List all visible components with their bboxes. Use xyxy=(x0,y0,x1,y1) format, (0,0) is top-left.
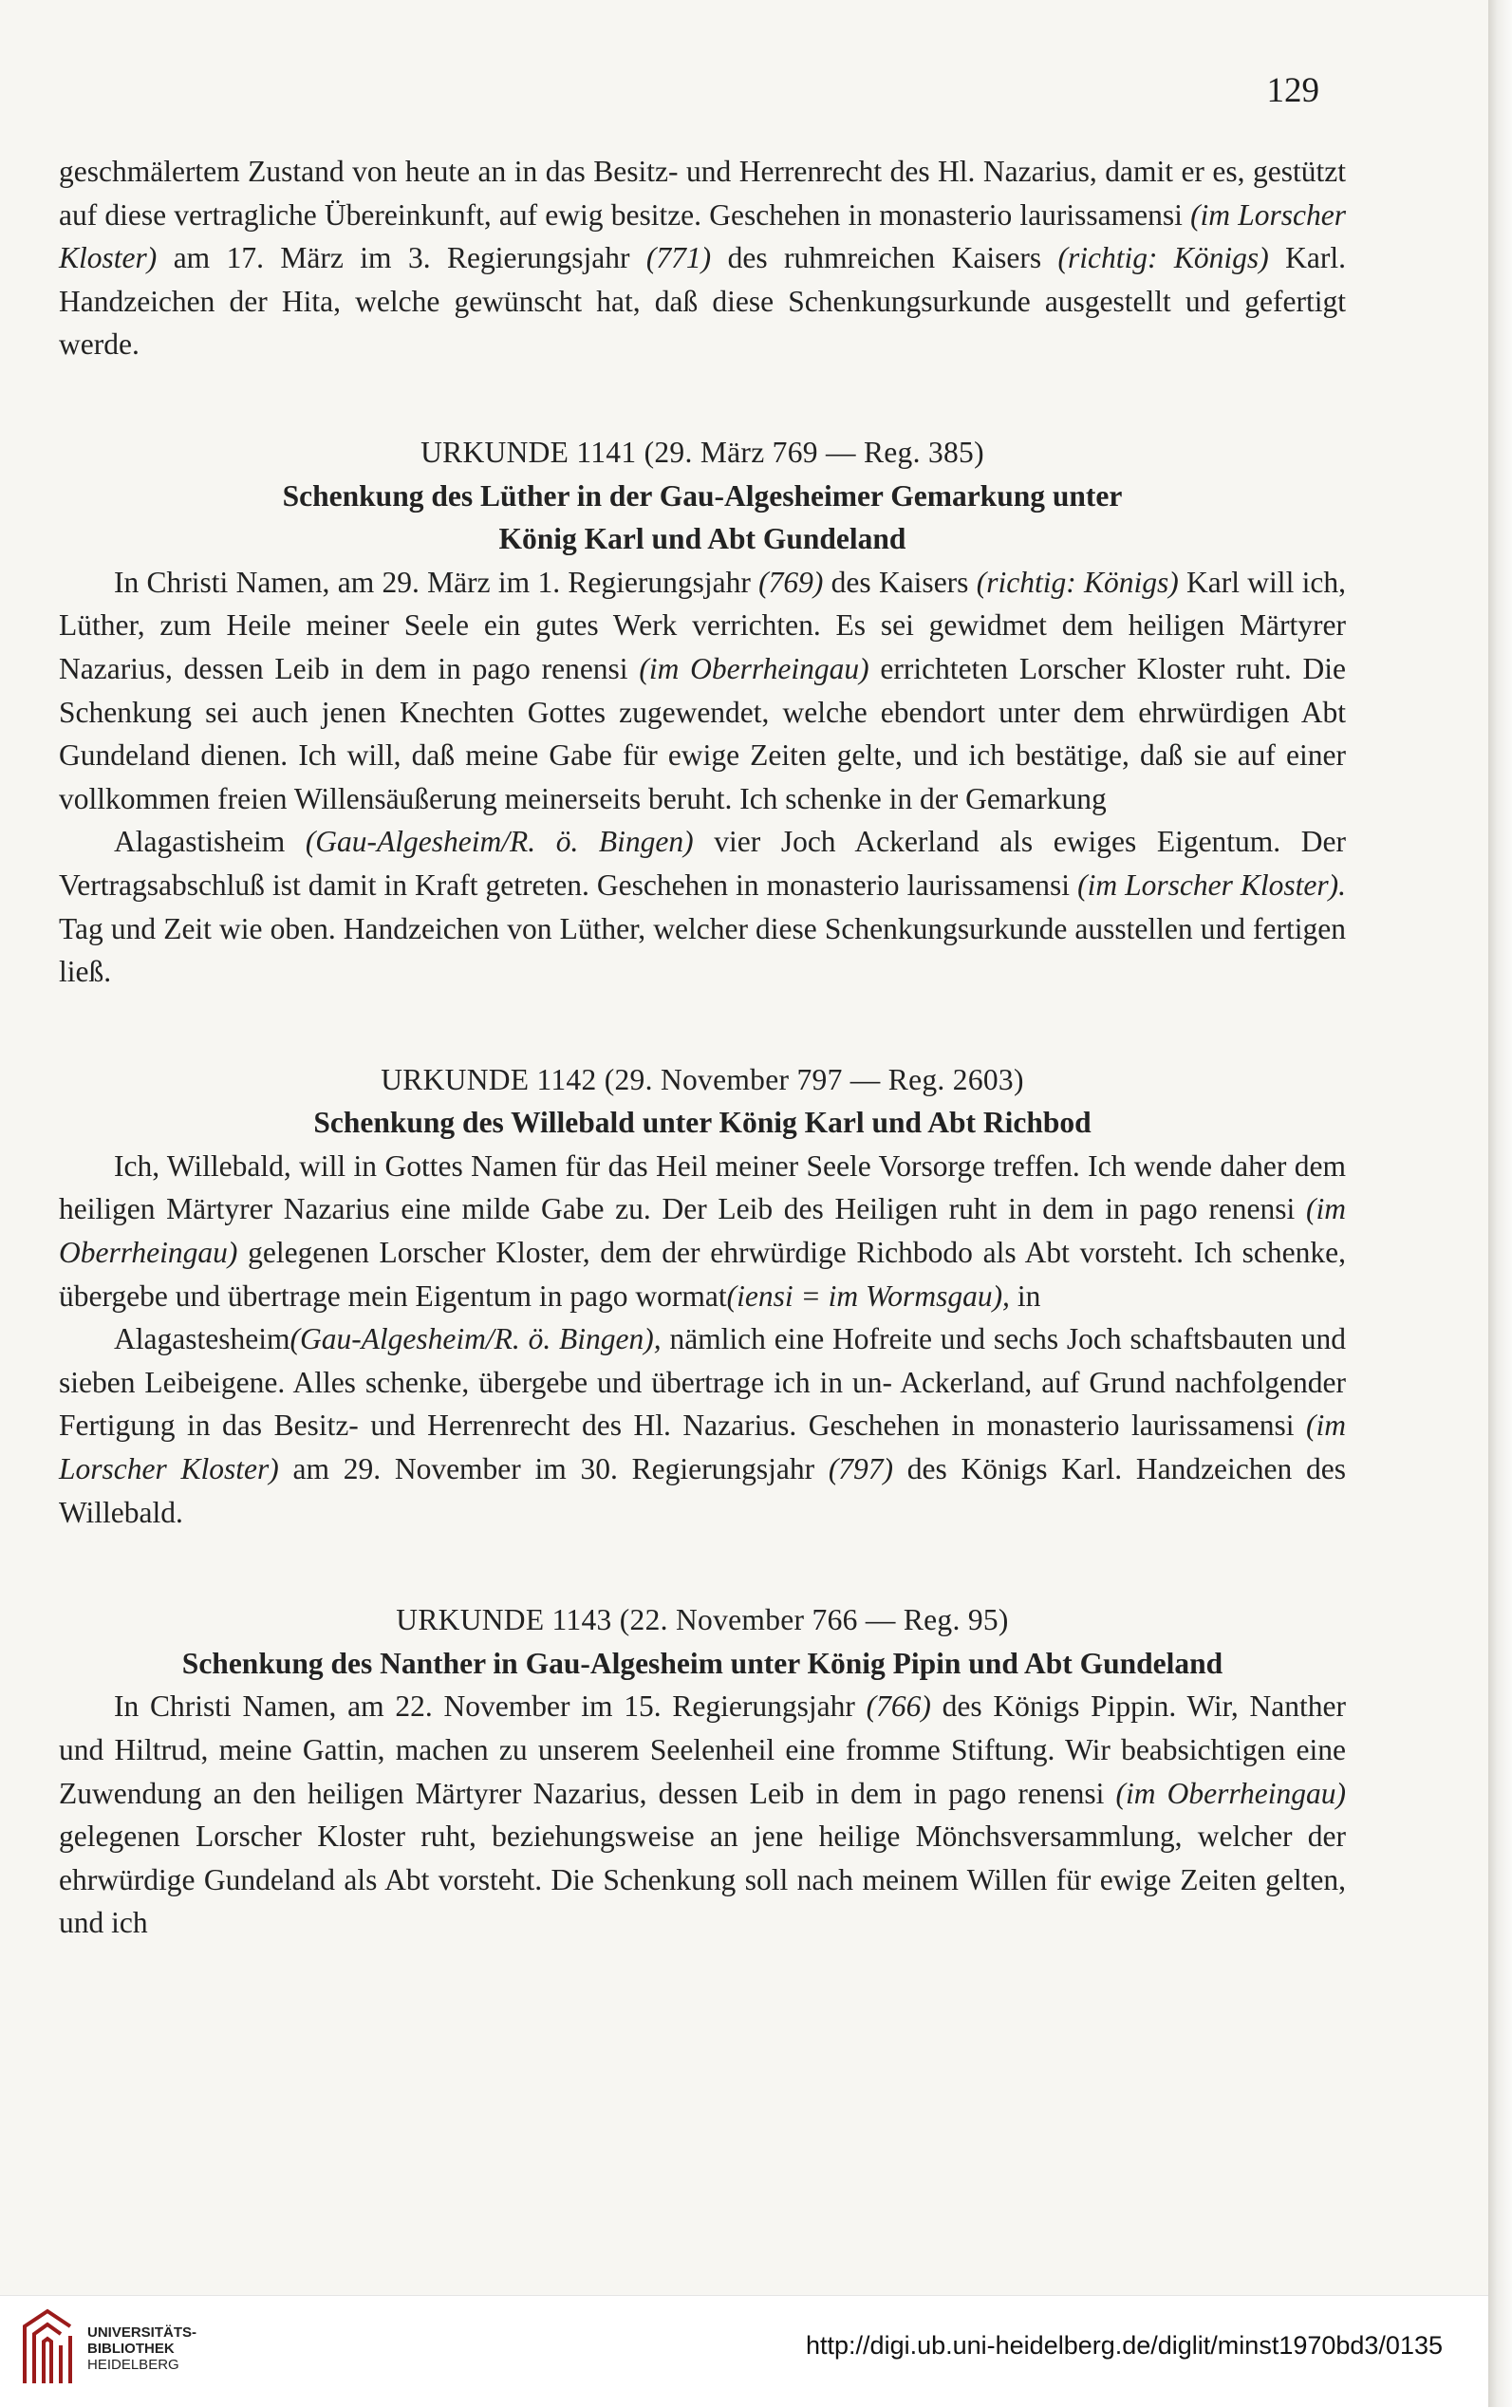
text-run: Karl will ich, Lüther, zum Heile meiner Seele ein gutes Werk verrichten. Es sei gewidmet dem heiligen Märtyrer Nazarius, dessen Leib in dem in pago renensi xyxy=(59,565,1346,685)
page-body xyxy=(59,150,1346,1945)
viewer-footer xyxy=(0,2295,1488,2408)
permalink-url[interactable]: http://digi.ub.uni-heidelberg.de/diglit/minst1970bd3/0135 xyxy=(806,2331,1443,2360)
italic-text: (im Lorscher Kloster) xyxy=(59,197,1346,275)
italic-text: (Gau-Algesheim/R. ö. Bingen), xyxy=(289,1322,662,1356)
text-run: gelegenen Lorscher Kloster ruht, beziehungsweise an jene heilige Mönchsversammlung, welcher der ehrwürdige Gundeland als Abt vorsteht. Die Schenkung soll nach meinem Willen für ewige Zeiten gelten, und ich xyxy=(59,1820,1346,1940)
italic-text: (im Oberrheingau) xyxy=(639,651,869,685)
document-number-title: URKUNDE 1141 (29. März 769 — Reg. 385) xyxy=(420,435,984,469)
text-run: in xyxy=(1009,1279,1041,1313)
text-run: Alagastisheim xyxy=(114,825,306,859)
italic-text: (im Oberrheingau) xyxy=(59,1192,1346,1270)
text-run: In Christi Namen, am 22. November im 15. Regierungsjahr xyxy=(114,1689,867,1724)
document-heading: Schenkung des Lüther in der Gau-Algesheimer Gemarkung unter xyxy=(282,478,1123,513)
text-run: am 17. März im 3. Regierungsjahr xyxy=(157,241,646,275)
text-run: Karl. Handzeichen der Hita, welche gewünscht hat, daß diese Schenkungsurkunde ausgestellt und gefertigt werde. xyxy=(59,241,1346,362)
italic-text: (richtig: Königs) xyxy=(976,565,1179,599)
document-heading: Schenkung des Nanther in Gau-Algesheim unter König Pipin und Abt Gundeland xyxy=(181,1646,1223,1680)
document-heading: Schenkung des Willebald unter König Karl und Abt Richbod xyxy=(313,1106,1092,1140)
paragraph xyxy=(59,1317,1346,1534)
library-name xyxy=(87,2324,196,2373)
document-heading: König Karl und Abt Gundeland xyxy=(498,522,906,556)
page-number: 129 xyxy=(1266,71,1319,110)
italic-text: (769) xyxy=(758,565,824,599)
text-run: des ruhmreichen Kaisers xyxy=(711,241,1058,275)
italic-text: (Gau-Algesheim/R. ö. Bingen) xyxy=(305,825,694,859)
text-run: des Kaisers xyxy=(823,565,977,599)
text-run: Ich, Willebald, will in Gottes Namen für das Heil meiner Seele Vorsorge treffen. Ich wende daher dem heiligen Märtyrer Nazarius eine milde Gabe zu. Der Leib des Heiligen ruht in dem in pago renensi xyxy=(59,1148,1346,1226)
section-gap xyxy=(59,1534,1346,1598)
text-run: am 29. November im 30. Regierungsjahr xyxy=(278,1452,829,1486)
ub-heidelberg-logo-icon xyxy=(19,2307,76,2387)
document-number-title: URKUNDE 1143 (22. November 766 — Reg. 95) xyxy=(396,1603,1009,1637)
paragraph xyxy=(59,1685,1346,1945)
text-run: geschmälertem Zustand von heute an in das Besitz- und Herrenrecht des Hl. Nazarius, damit er es, gestützt auf diese vertragliche Übereinkunft, auf ewig besitze. Geschehen in monasterio laurissamensi xyxy=(59,155,1346,232)
document-number-title: URKUNDE 1142 (29. November 797 — Reg. 2603) xyxy=(381,1062,1024,1096)
text-run: In Christi Namen, am 29. März im 1. Regierungsjahr xyxy=(114,565,759,599)
paragraph xyxy=(59,150,1346,366)
italic-text: (im Oberrheingau) xyxy=(1115,1776,1347,1810)
text-run: gelegenen Lorscher Kloster, dem der ehrwürdige Richbodo als Abt vorsteht. Ich schenke, übergebe und übertrage mein Eigentum in pago wormat xyxy=(59,1236,1346,1313)
italic-text: (766) xyxy=(866,1689,931,1724)
text-run: Alagastesheim xyxy=(114,1322,290,1356)
text-run: Tag und Zeit wie oben. Handzeichen von Lüther, welcher diese Schenkungsurkunde ausstellen und fertigen ließ. xyxy=(59,911,1346,989)
section-gap xyxy=(59,994,1346,1058)
italic-text: (iensi = im Wormsgau), xyxy=(726,1279,1010,1313)
italic-text: (797) xyxy=(828,1452,894,1486)
italic-text: (richtig: Königs) xyxy=(1057,241,1269,275)
text-run: des Königs Pippin. Wir, Nanther und Hiltrud, meine Gattin, machen zu unserem Seelenheil eine fromme Stiftung. Wir beabsichtigen eine Zuwendung an den heiligen Märtyrer Nazarius, dessen Leib in dem in pago renensi xyxy=(59,1689,1346,1810)
library-name-line3: HEIDELBERG xyxy=(87,2357,179,2373)
text-run: nämlich eine Hofreite und sechs Joch schaftsbauten und sieben Leibeigene. Alles schenke, übergebe und übertrage ich in un- Ackerland, auf Grund nachfolgender Fertigung in das Besitz- und Herrenrecht des Hl. Nazarius. Geschehen in monasterio laurissamensi xyxy=(59,1322,1346,1443)
page-edge-shadow xyxy=(1488,0,1512,2407)
italic-text: (im Lorscher Kloster) xyxy=(59,1409,1346,1486)
paragraph xyxy=(59,561,1346,821)
italic-text: (im Lorscher Kloster). xyxy=(1077,868,1347,902)
text-run: errichteten Lorscher Kloster ruht. Die Schenkung sei auch jenen Knechten Gottes zugewendet, welche ebendort unter dem ehrwürdigen Abt Gundeland dienen. Ich will, daß meine Gabe für ewige Zeiten gelte, und ich bestätige, daß sie auf einer vollkommen freien Willensäußerung meinerseits beruht. Ich schenke in der Gemarkung xyxy=(59,651,1347,815)
paragraph xyxy=(59,1145,1346,1317)
section-gap xyxy=(59,366,1346,431)
text-run: des Königs Karl. Handzeichen des Willebald. xyxy=(59,1452,1346,1529)
paragraph xyxy=(59,820,1346,993)
library-name-line2: BIBLIOTHEK xyxy=(87,2341,175,2357)
italic-text: (771) xyxy=(645,241,712,275)
text-run: vier Joch Ackerland als ewiges Eigentum. Der Vertragsabschluß ist damit in Kraft getreten. Geschehen in monasterio laurissamensi xyxy=(59,825,1346,902)
library-name-line1: UNIVERSITÄTS- xyxy=(87,2324,197,2341)
